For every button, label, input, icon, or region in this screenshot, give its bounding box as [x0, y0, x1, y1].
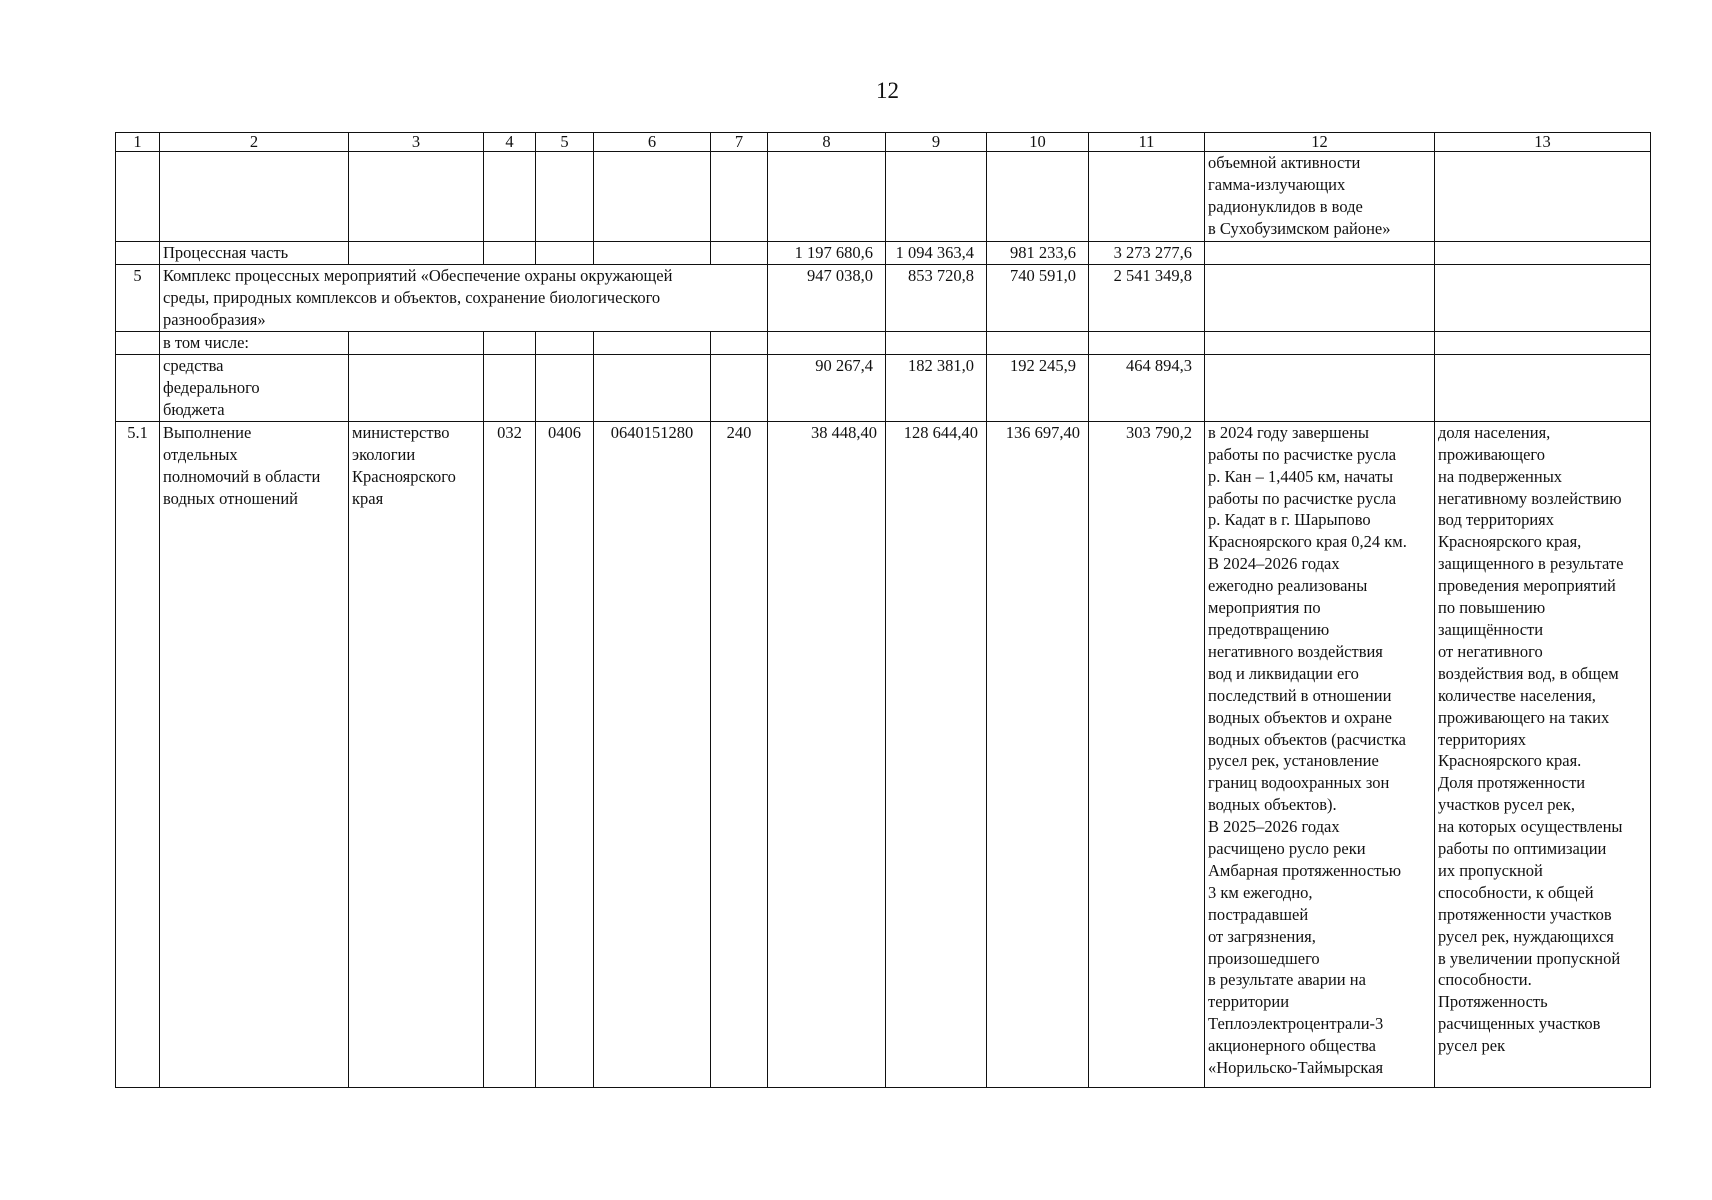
table-row-5-1 [116, 421, 1651, 1087]
table-row-complex [116, 264, 1651, 331]
value-cell: 136 697,40 [987, 421, 1089, 1087]
header-cell: 5 [536, 133, 594, 152]
value-cell: 182 381,0 [886, 354, 987, 421]
result-cell: объемной активности гамма-излучающих радионуклидов в воде в Сухобузимском районе» [1205, 152, 1435, 242]
table-header-row [116, 133, 1651, 152]
header-cell: 8 [768, 133, 886, 152]
code-cell: 032 [484, 421, 536, 1087]
header-cell: 7 [711, 133, 768, 152]
value-cell: 90 267,4 [768, 354, 886, 421]
value-cell: 303 790,2 [1089, 421, 1205, 1087]
code-cell: 0406 [536, 421, 594, 1087]
row-number: 5 [116, 264, 160, 331]
code-cell: 240 [711, 421, 768, 1087]
value-cell: 1 094 363,4 [886, 242, 987, 265]
program-table [115, 132, 1651, 1088]
value-cell: 128 644,40 [886, 421, 987, 1087]
row-label: Процессная часть [160, 242, 349, 265]
value-cell: 3 273 277,6 [1089, 242, 1205, 265]
header-cell: 12 [1205, 133, 1435, 152]
header-cell: 9 [886, 133, 987, 152]
header-cell: 13 [1435, 133, 1651, 152]
value-cell: 740 591,0 [987, 264, 1089, 331]
indicator-cell: доля населения, проживающего на подверженных негативному возлействию вод территориях Красноярского края, защищенного в результате проведения мероприятий по повышению защищённости от негативного воздействия вод, в общем количестве населения, проживающего на таких территориях Красноярского края. Доля протяженности участков русел рек, на которых осуществлены работы по оптимизации их пропускной способности, к общей протяженности участков русел рек, нуждающихся в увеличении пропускной способности. Протяженность расчищенных участков русел рек [1435, 421, 1651, 1087]
header-cell: 1 [116, 133, 160, 152]
page-number: 12 [876, 78, 899, 103]
row-label: Комплекс процессных мероприятий «Обеспечение охраны окружающей среды, природных комплексов и объектов, сохранение биологического разнообразия» [160, 264, 768, 331]
row-label: в том числе: [160, 331, 349, 354]
header-cell: 3 [349, 133, 484, 152]
value-cell: 947 038,0 [768, 264, 886, 331]
header-cell: 10 [987, 133, 1089, 152]
table-row-continuation [116, 152, 1651, 242]
value-cell: 464 894,3 [1089, 354, 1205, 421]
value-cell: 192 245,9 [987, 354, 1089, 421]
value-cell: 981 233,6 [987, 242, 1089, 265]
table-row-federal-budget [116, 354, 1651, 421]
row-number: 5.1 [116, 421, 160, 1087]
value-cell: 853 720,8 [886, 264, 987, 331]
value-cell: 1 197 680,6 [768, 242, 886, 265]
header-cell: 4 [484, 133, 536, 152]
header-cell: 2 [160, 133, 349, 152]
row-label: средства федерального бюджета [160, 354, 349, 421]
measure-name: Выполнение отдельных полномочий в области водных отношений [160, 421, 349, 1087]
code-cell: 0640151280 [594, 421, 711, 1087]
header-cell: 6 [594, 133, 711, 152]
value-cell: 2 541 349,8 [1089, 264, 1205, 331]
result-cell: в 2024 году завершены работы по расчистке русла р. Кан – 1,4405 км, начаты работы по расчистке русла р. Кадат в г. Шарыпово Красноярского края 0,24 км. В 2024–2026 годах ежегодно реализованы мероприятия по предотвращению негативного воздействия вод и ликвидации его последствий в отношении водных объектов и охране водных объектов (расчистка русел рек, установление границ водоохранных зон водных объектов). В 2025–2026 годах расчищено русло реки Амбарная протяженностью 3 км ежегодно, пострадавшей от загрязнения, произошедшего в результате аварии на территории Теплоэлектроцентрали-3 акционерного общества «Норильско-Таймырская [1205, 421, 1435, 1087]
executor-cell: министерство экологии Красноярского края [349, 421, 484, 1087]
header-cell: 11 [1089, 133, 1205, 152]
table-row-process-part [116, 242, 1651, 265]
value-cell: 38 448,40 [768, 421, 886, 1087]
table-row-including [116, 331, 1651, 354]
